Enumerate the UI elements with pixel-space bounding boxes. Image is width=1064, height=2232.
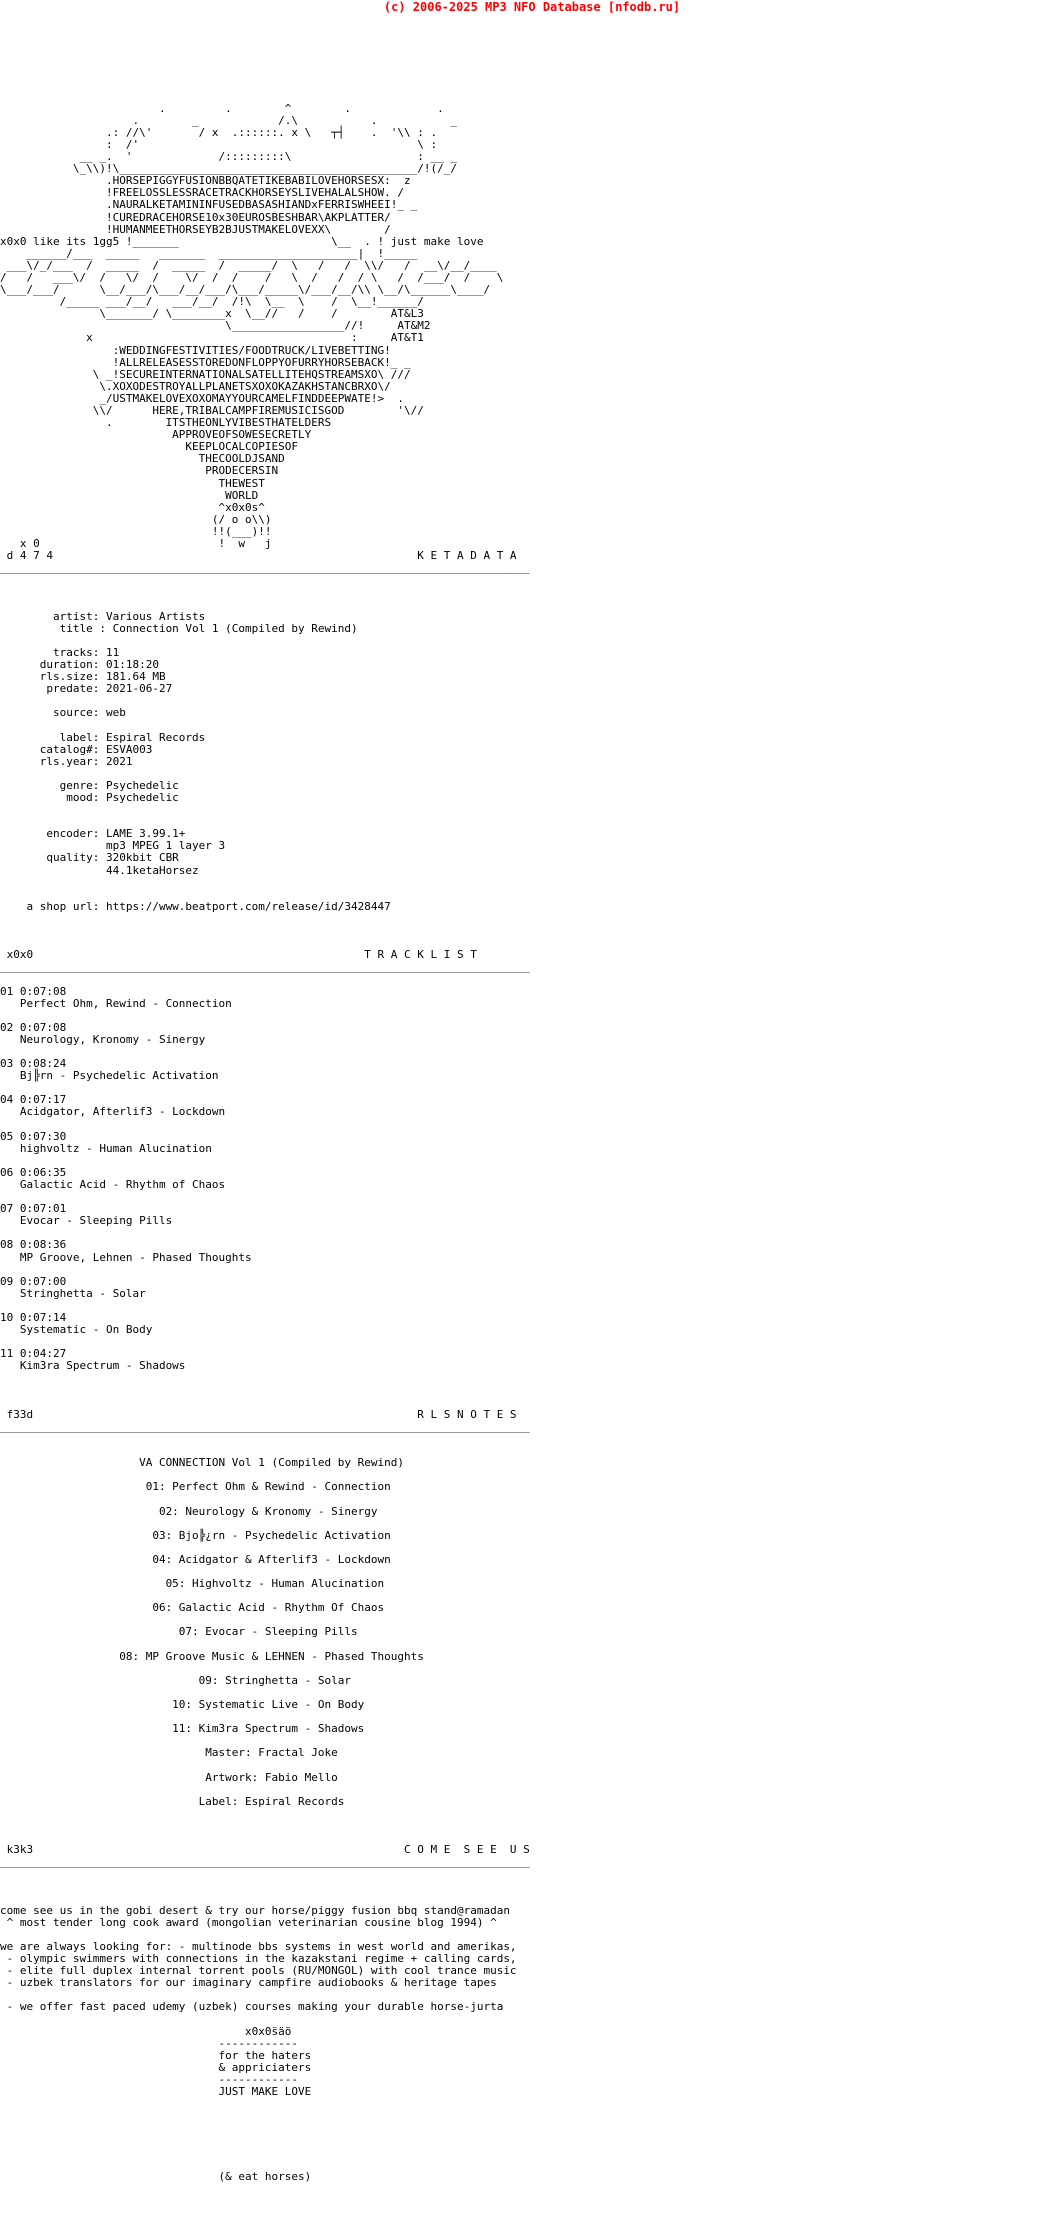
nfo-line: ^x0x0s^ [0,500,265,514]
nfo-line: .HORSEPIGGYFUSIONBBQATETIKEBABILOVEHORSESX: z [0,174,411,188]
nfo-line: . _ /.\ . _ [0,113,457,127]
nfo-line: 03: Bjo╠¿rn - Psychedelic Activation [0,1528,391,1542]
nfo-line: ________________________________________________________________________________ [0,561,530,575]
nfo-line: ________________________________________________________________________________ [0,1419,530,1433]
nfo-line: duration: 01:18:20 [0,657,159,671]
nfo-line: catalog#: ESVA003 [0,742,153,756]
nfo-line: mood: Psychedelic [0,791,179,804]
nfo-line: (/ o o\\) [0,512,272,526]
nfo-line: !FREELOSSLESSRACETRACKHORSEYSLIVEHALALSHOW. / [0,186,404,200]
nfo-line: Neurology, Kronomy - Sinergy [0,1032,206,1046]
nfo-line: x : AT&T1 [0,331,424,345]
nfo-line: ^ most tender long cook award (mongolian veterinarian cousine blog 1994) ^ [0,1915,497,1929]
nfo-text-document [0,18,1064,2183]
nfo-line: :WEDDINGFESTIVITIES/FOODTRUCK/LIVEBETTING! [0,343,391,357]
nfo-line: \_\\)!\_____________________________________________/!(/_/ [0,162,457,176]
nfo-line: 07 0:07:01 [0,1202,67,1216]
nfo-line: (& eat horses) [0,2169,312,2183]
nfo-line: rls.year: 2021 [0,754,133,768]
nfo-line: we are always looking for: - multinode bbs systems in west world and amerikas, [0,1939,517,1953]
nfo-line: x0x0 like its 1gg5 !_______ \__ . ! just make love [0,234,484,248]
nfo-line: __ _. ' /:::::::::\ : __ _ [0,150,457,164]
nfo-line: 10: Systematic Live - On Body [0,1698,365,1712]
nfo-line: k3k3 C O M E S E E U S [0,1843,530,1857]
nfo-line: Stringhetta - Solar [0,1286,146,1300]
nfo-line: x0x0 T R A C K L I S T [0,948,477,962]
nfo-line: KEEPLOCALCOPIESOF [0,440,299,454]
nfo-line: ________________________________________________________________________________ [0,960,530,974]
nfo-line: WORLD [0,488,259,502]
nfo-line: . . ^ . . [0,101,444,115]
nfo-line: 01: Perfect Ohm & Rewind - Connection [0,1480,391,1494]
nfo-line: predate: 2021-06-27 [0,682,173,696]
nfo-line: \.XOXODESTROYALLPLANETSXOXOKAZAKHSTANCBRXO\/ [0,379,391,393]
nfo-line: Bj╠rn - Psychedelic Activation [0,1069,219,1083]
nfo-line: Artwork: Fabio Mello [0,1770,338,1784]
nfo-line: source: web [0,706,126,720]
nfo-line: JUST MAKE LOVE [0,2085,312,2099]
nfo-line: \_______/ \________x \__// / / AT&L3 [0,307,424,321]
nfo-line: x 0 ! w j [0,537,272,551]
nfo-line: x0x0s̈äö [0,2024,292,2038]
nfo-line: ------------ [0,2036,299,2050]
nfo-line: ________________________________________________________________________________ [0,1855,530,1869]
nfo-line: 04 0:07:17 [0,1093,67,1107]
nfo-line: & appriciaters [0,2060,312,2074]
nfo-line: THEWEST [0,476,265,490]
site-header-banner: (c) 2006-2025 MP3 NFO Database [nfodb.ru] [383,0,681,14]
nfo-line: 08 0:08:36 [0,1238,67,1252]
nfo-line: / / ___\/ / \/ / \/ / / / \ / / / \ / /___/ / \ [0,270,504,284]
nfo-line: 06: Galactic Acid - Rhythm Of Chaos [0,1601,385,1615]
nfo-line: _/USTMAKELOVEXOXOMAYYOURCAMELFINDDEEPWATE!> . [0,391,404,405]
nfo-line: label: Espiral Records [0,730,206,744]
nfo-line: come see us in the gobi desert & try our horse/piggy fusion bbq stand@ramadan [0,1903,510,1917]
nfo-line: 05: Highvoltz - Human Alucination [0,1577,385,1591]
nfo-line: ___\/_/___ / _____ / _____ / _____/ \ / / \\/ / __\/__/____ [0,258,497,272]
nfo-line: \ _!SECUREINTERNATIONALSATELLITEHQSTREAMSXO\ /// [0,367,411,381]
nfo-line: 10 0:07:14 [0,1311,67,1325]
nfo-line: d 4 7 4 K E T A D A T A [0,549,517,563]
nfo-line: /_____ ___/__/ ___/__/ /!\ \__ \ / \__!______/ [0,295,424,309]
nfo-line: Acidgator, Afterlif3 - Lockdown [0,1105,226,1119]
nfo-line: 02 0:07:08 [0,1020,67,1034]
nfo-line: !HUMANMEETHORSEYB2BJUSTMAKELOVEXX\ / [0,222,391,236]
nfo-line: 11 0:04:27 [0,1347,67,1361]
nfo-line: Label: Espiral Records [0,1794,345,1808]
nfo-line: 05 0:07:30 [0,1129,67,1143]
nfo-line: THECOOLDJSAND [0,452,285,466]
nfo-line: highvoltz - Human Alucination [0,1141,212,1155]
nfo-line: . ITSTHEONLYVIBESTHATELDERS [0,416,332,430]
nfo-line: rls.size: 181.64 MB [0,670,166,684]
nfo-line: 04: Acidgator & Afterlif3 - Lockdown [0,1552,391,1566]
nfo-line: .NAURALKETAMININFUSEDBASASHIANDxFERRISWHEEI!_ _ [0,198,418,212]
nfo-line: - we offer fast paced udemy (uzbek) courses making your durable horse-jurta [0,2000,504,2014]
nfo-line: APPROVEOFSOWESECRETLY [0,428,312,442]
nfo-line: Perfect Ohm, Rewind - Connection [0,996,232,1010]
nfo-line: VA CONNECTION Vol 1 (Compiled by Rewind) [0,1456,404,1470]
nfo-line: !CUREDRACEHORSE10x30EUROSBESHBAR\AKPLATTER/ [0,210,391,224]
nfo-line: !!(___)!! [0,524,272,538]
nfo-line: \_________________//! AT&M2 [0,319,431,333]
nfo-line: artist: Various Artists [0,609,206,623]
nfo-line: PRODECERSIN [0,464,279,478]
nfo-line: a shop url: https://www.beatport.com/release/id/3428447 [0,899,391,913]
nfo-line: 01 0:07:08 [0,984,67,998]
nfo-line: : /' \ : [0,137,438,151]
nfo-line: 09: Stringhetta - Solar [0,1673,351,1687]
nfo-line: \\/ HERE,TRIBALCAMPFIREMUSICISGOD '\// [0,404,424,417]
nfo-line: encoder: LAME 3.99.1+ [0,827,186,841]
nfo-line: 06 0:06:35 [0,1165,67,1179]
nfo-line: title : Connection Vol 1 (Compiled by Rewind) [0,621,358,635]
nfo-line: !ALLRELEASESSTOREDONFLOPPYOFURRYHORSEBACK!_ _ [0,355,411,369]
nfo-line: Galactic Acid - Rhythm of Chaos [0,1178,226,1191]
nfo-line: MP Groove, Lehnen - Phased Thoughts [0,1250,252,1264]
nfo-line: Kim3ra Spectrum - Shadows [0,1359,186,1373]
nfo-line: mp3 MPEG 1 layer 3 [0,839,226,853]
nfo-line: Systematic - On Body [0,1323,153,1337]
nfo-line: Master: Fractal Joke [0,1746,338,1760]
nfo-line: \___/___/ \__/___/\___/__/___/\___/_____\/___/__/\\ \__/\______\____/ [0,283,491,297]
nfo-line: 09 0:07:00 [0,1274,67,1288]
nfo-line: ______/___ _____ _______ _____________________| !_____ [0,246,418,260]
nfo-line: 44.1ketaHorsez [0,863,199,877]
nfo-line: - elite full duplex internal torrent pools (RU/MONGOL) with cool trance music [0,1964,517,1978]
nfo-line: genre: Psychedelic [0,778,179,792]
nfo-line: ------------ [0,2072,299,2086]
nfo-line: for the haters [0,2048,312,2062]
nfo-line: tracks: 11 [0,645,120,659]
nfo-line: - uzbek translators for our imaginary campfire audiobooks & heritage tapes [0,1976,497,1990]
nfo-line: Evocar - Sleeping Pills [0,1214,173,1228]
nfo-line: 07: Evocar - Sleeping Pills [0,1625,358,1639]
nfo-line: - olympic swimmers with connections in the kazakstani regime + calling cards, [0,1952,517,1965]
nfo-line: 03 0:08:24 [0,1057,67,1071]
nfo-line: 11: Kim3ra Spectrum - Shadows [0,1722,365,1736]
nfo-line: .: //\' / x .::::::. x \ ┬┤ . '\\ : . [0,125,438,139]
nfo-line: 02: Neurology & Kronomy - Sinergy [0,1504,378,1518]
nfo-line: 08: MP Groove Music & LEHNEN - Phased Thoughts [0,1649,424,1663]
nfo-line: quality: 320kbit CBR [0,851,179,865]
nfo-line: f33d R L S N O T E S [0,1407,517,1421]
